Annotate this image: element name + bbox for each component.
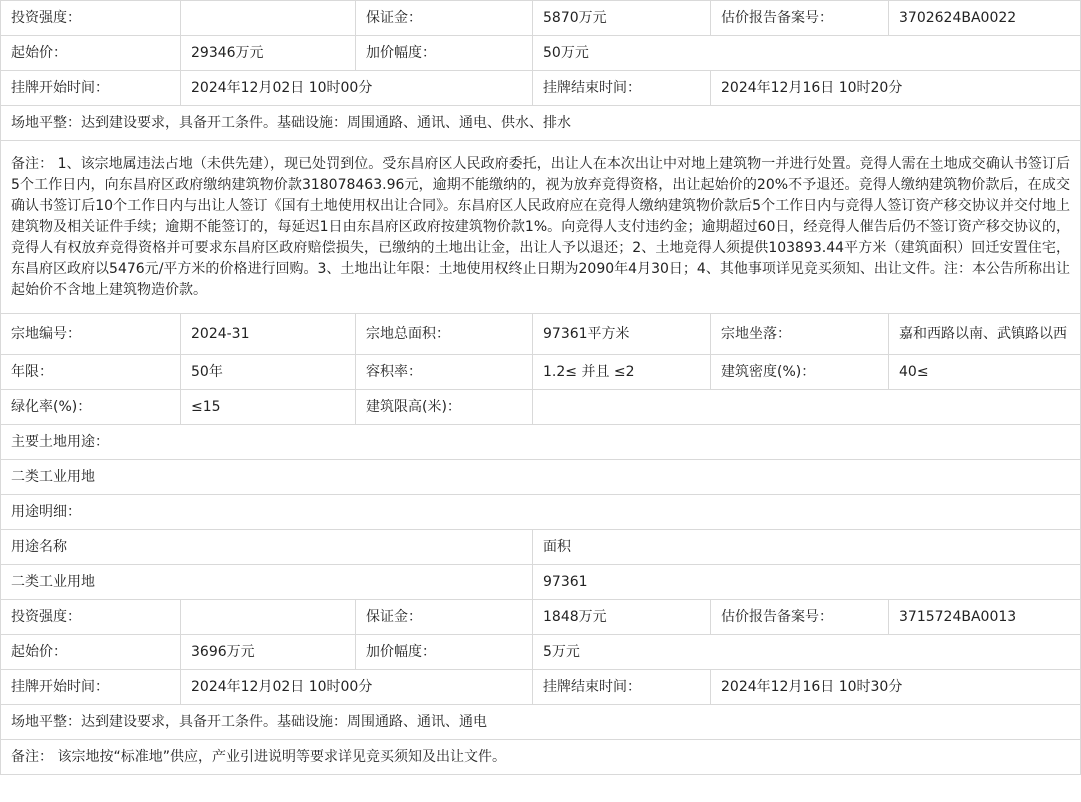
row-use-detail <box>1 495 1081 530</box>
parcel-area-label: 宗地总面积： <box>356 314 533 355</box>
row-main-use-label <box>1 425 1081 460</box>
row-green <box>1 390 1081 425</box>
remark-2: 备注： 该宗地按“标准地”供应，产业引进说明等要求详见竞买须知及出让文件。 <box>1 740 1081 775</box>
row-listing-time <box>1 71 1081 106</box>
list-end-value-2: 2024年12月16日 10时30分 <box>711 670 1081 705</box>
deposit-label: 保证金： <box>356 1 533 36</box>
start-price-value-2: 3696万元 <box>181 635 356 670</box>
deposit-value: 5870万元 <box>533 1 711 36</box>
height-limit-label: 建筑限高(米)： <box>356 390 533 425</box>
site-condition-2: 场地平整：达到建设要求，具备开工条件。基础设施：周围通路、通讯、通电 <box>1 705 1081 740</box>
row-years <box>1 355 1081 390</box>
invest-value-2 <box>181 600 356 635</box>
appraisal-value-2: 3715724BA0013 <box>889 600 1081 635</box>
invest-label: 投资强度： <box>1 1 181 36</box>
deposit-value-2: 1848万元 <box>533 600 711 635</box>
row-remark-2 <box>1 740 1081 775</box>
list-start-label-2: 挂牌开始时间： <box>1 670 181 705</box>
parcel-no-label: 宗地编号： <box>1 314 181 355</box>
green-value: ≤15 <box>181 390 356 425</box>
deposit-label-2: 保证金： <box>356 600 533 635</box>
density-value: 40≤ <box>889 355 1081 390</box>
height-limit-value <box>533 390 1081 425</box>
list-end-value: 2024年12月16日 10时20分 <box>711 71 1081 106</box>
main-use-label: 主要土地用途： <box>1 425 1081 460</box>
density-label: 建筑密度(%)： <box>711 355 889 390</box>
use-area-value: 97361 <box>533 565 1081 600</box>
list-start-value-2: 2024年12月02日 10时00分 <box>181 670 533 705</box>
increment-value: 50万元 <box>533 36 1081 71</box>
row-site-condition-2 <box>1 705 1081 740</box>
row-invest-2 <box>1 600 1081 635</box>
use-detail-label: 用途明细： <box>1 495 1081 530</box>
appraisal-label-2: 估价报告备案号： <box>711 600 889 635</box>
row-listing-time-2 <box>1 670 1081 705</box>
start-price-label-2: 起始价： <box>1 635 181 670</box>
location-value: 嘉和西路以南、武镇路以西 <box>889 314 1081 355</box>
row-remark <box>1 141 1081 314</box>
row-parcel-no <box>1 314 1081 355</box>
row-start-price-2 <box>1 635 1081 670</box>
increment-label: 加价幅度： <box>356 36 533 71</box>
row-main-use-value <box>1 460 1081 495</box>
parcel-no-value: 2024-31 <box>181 314 356 355</box>
parcel-area-value: 97361平方米 <box>533 314 711 355</box>
list-start-label: 挂牌开始时间： <box>1 71 181 106</box>
row-use-header <box>1 530 1081 565</box>
green-label: 绿化率(%)： <box>1 390 181 425</box>
main-use-value: 二类工业用地 <box>1 460 1081 495</box>
start-price-label: 起始价： <box>1 36 181 71</box>
remark: 备注： 1、该宗地属违法占地（未供先建），现已处罚到位。受东昌府区人民政府委托，出让人在本次出让中对地上建筑物一并进行处置。竞得人需在土地成交确认书签订后5个工作日内，向东昌府区政府缴纳建筑物价款318078463.96元，逾期不能缴纳的，视为放弃竞得资格，出让起始价的20%不予退还。竞得人缴纳建筑物价款后，在成交确认书签订后10个工作日内与出让人签订《国有土地使用权出让合同》。东昌府区人民政府应在竞得人缴纳建筑物价款后5个工作日内与竞得人签订资产移交协议并交付地上建筑物及相关证件手续；逾期不能签订的，每延迟1日由东昌府区政府按建筑物价款1%。向竞得人支付违约金；逾期超过60日，经竞得人催告后仍不签订资产移交协议的，竞得人有权放弃竞得资格并可要求东昌府区政府赔偿损失，已缴纳的土地出让金，出让人予以退还；2、土地竞得人须提供103893.44平方米（建筑面积）回迁安置住宅，东昌府区政府以5476元/平方米的价格进行回购。3、土地出让年限：土地使用权终止日期为2090年4月30日；4、其他事项详见竞买须知、出让文件。注：本公告所称出让起始价不含地上建筑物造价款。 <box>1 141 1081 314</box>
years-value: 50年 <box>181 355 356 390</box>
row-use-item <box>1 565 1081 600</box>
row-start-price <box>1 36 1081 71</box>
list-end-label-2: 挂牌结束时间： <box>533 670 711 705</box>
use-name-value: 二类工业用地 <box>1 565 533 600</box>
invest-label-2: 投资强度： <box>1 600 181 635</box>
years-label: 年限： <box>1 355 181 390</box>
list-start-value: 2024年12月02日 10时00分 <box>181 71 533 106</box>
far-value: 1.2≤ 并且 ≤2 <box>533 355 711 390</box>
use-name-header: 用途名称 <box>1 530 533 565</box>
site-condition: 场地平整：达到建设要求，具备开工条件。基础设施：周围通路、通讯、通电、供水、排水 <box>1 106 1081 141</box>
appraisal-label: 估价报告备案号： <box>711 1 889 36</box>
far-label: 容积率： <box>356 355 533 390</box>
row-invest <box>1 1 1081 36</box>
increment-value-2: 5万元 <box>533 635 1081 670</box>
increment-label-2: 加价幅度： <box>356 635 533 670</box>
area-header: 面积 <box>533 530 1081 565</box>
list-end-label: 挂牌结束时间： <box>533 71 711 106</box>
start-price-value: 29346万元 <box>181 36 356 71</box>
row-site-condition <box>1 106 1081 141</box>
location-label: 宗地坐落： <box>711 314 889 355</box>
invest-value <box>181 1 356 36</box>
appraisal-value: 3702624BA0022 <box>889 1 1081 36</box>
